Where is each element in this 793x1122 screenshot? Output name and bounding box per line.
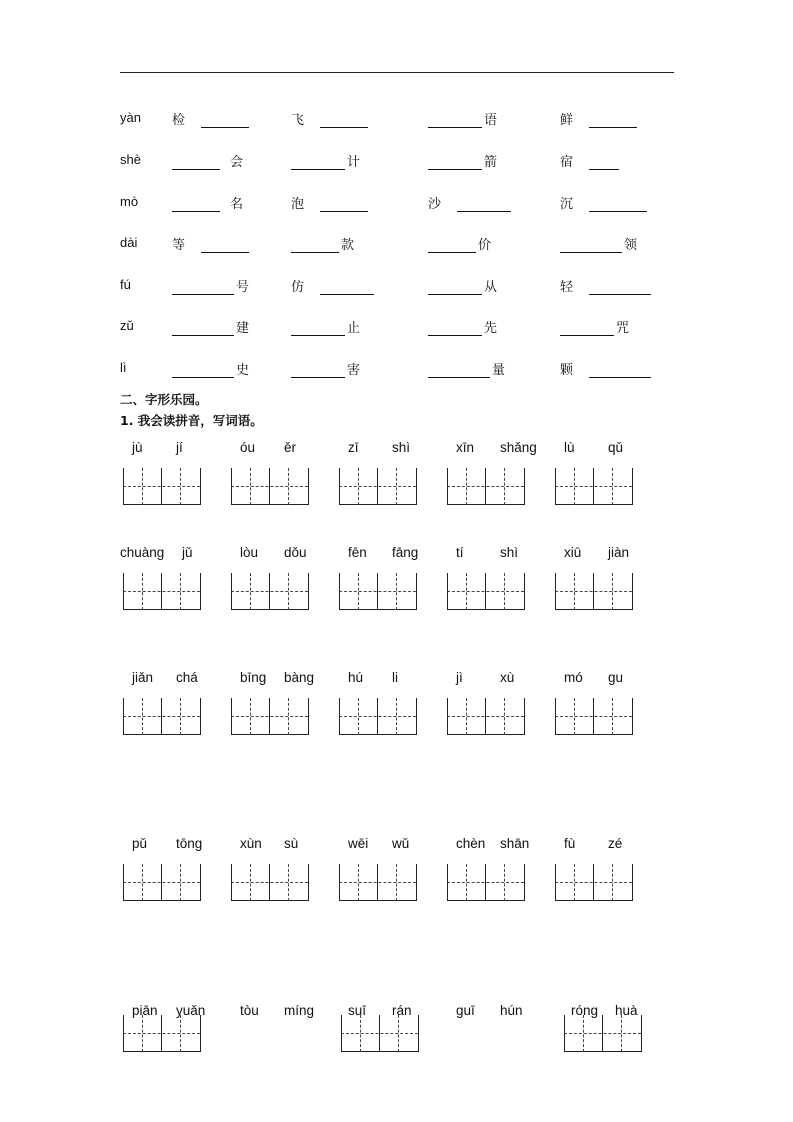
writing-box[interactable] bbox=[447, 864, 524, 901]
writing-box[interactable] bbox=[555, 468, 632, 505]
answer-blank[interactable] bbox=[560, 238, 622, 253]
fill-row bbox=[0, 110, 793, 130]
fill-item bbox=[172, 318, 249, 336]
word-suffix: 领 bbox=[624, 238, 638, 253]
word-prefix: 沙 bbox=[428, 197, 442, 212]
pinyin-syllable: piān bbox=[132, 1003, 158, 1018]
pinyin-syllable: bīng bbox=[240, 670, 267, 685]
pinyin-syllable: shǎng bbox=[500, 440, 537, 455]
pinyin-syllable: bàng bbox=[284, 670, 315, 685]
pinyin-syllable: dǒu bbox=[284, 545, 307, 560]
fill-item bbox=[172, 360, 249, 378]
word-prefix: 仿 bbox=[291, 280, 305, 295]
answer-blank[interactable] bbox=[428, 155, 482, 170]
fill-item bbox=[560, 235, 637, 253]
pinyin-word-group bbox=[336, 545, 436, 625]
writing-box[interactable] bbox=[123, 698, 200, 735]
pinyin-label bbox=[552, 440, 652, 458]
pinyin-label bbox=[228, 440, 328, 458]
answer-blank[interactable] bbox=[589, 197, 647, 212]
pinyin-syllable: gu bbox=[608, 670, 624, 685]
pinyin-word-group bbox=[444, 1003, 544, 1083]
pinyin-syllable: zé bbox=[608, 836, 623, 851]
pinyin-syllable: shān bbox=[500, 836, 530, 851]
pinyin-word-group bbox=[336, 440, 436, 520]
fill-item bbox=[560, 277, 651, 295]
row-pinyin: lì bbox=[120, 360, 127, 375]
answer-blank[interactable] bbox=[589, 280, 651, 295]
pinyin-syllable: xīn bbox=[456, 440, 475, 455]
writing-box[interactable] bbox=[123, 468, 200, 505]
row-pinyin: zǔ bbox=[120, 318, 134, 333]
fill-item bbox=[291, 110, 368, 128]
pinyin-word-group bbox=[228, 670, 328, 750]
word-suffix: 建 bbox=[236, 321, 250, 336]
writing-box[interactable] bbox=[339, 573, 416, 610]
answer-blank[interactable] bbox=[589, 155, 619, 170]
pinyin-syllable: li bbox=[392, 670, 398, 685]
pinyin-syllable: fù bbox=[564, 836, 576, 851]
word-prefix: 等 bbox=[172, 238, 186, 253]
pinyin-syllable: jí bbox=[176, 440, 183, 455]
pinyin-syllable: huà bbox=[615, 1003, 638, 1018]
writing-box[interactable] bbox=[339, 698, 416, 735]
pinyin-syllable: chèn bbox=[456, 836, 486, 851]
word-prefix: 检 bbox=[172, 113, 186, 128]
pinyin-syllable: suī bbox=[348, 1003, 367, 1018]
pinyin-syllable: tōng bbox=[176, 836, 203, 851]
pinyin-word-group bbox=[120, 836, 220, 916]
answer-blank[interactable] bbox=[320, 197, 368, 212]
fill-item bbox=[172, 277, 249, 295]
pinyin-syllable: chuàng bbox=[120, 545, 165, 560]
writing-box[interactable] bbox=[447, 698, 524, 735]
fill-row bbox=[0, 194, 793, 214]
pinyin-syllable: yuǎn bbox=[176, 1003, 206, 1018]
pinyin-syllable: hún bbox=[500, 1003, 523, 1018]
pinyin-label bbox=[444, 836, 544, 854]
pinyin-word-group bbox=[444, 440, 544, 520]
pinyin-syllable: jì bbox=[456, 670, 463, 685]
fill-row bbox=[0, 235, 793, 255]
pinyin-syllable: míng bbox=[284, 1003, 315, 1018]
pinyin-syllable: shì bbox=[392, 440, 411, 455]
pinyin-syllable: chá bbox=[176, 670, 198, 685]
pinyin-label bbox=[228, 836, 328, 854]
word-suffix: 会 bbox=[230, 155, 244, 170]
fill-item bbox=[560, 360, 651, 378]
pinyin-word-group bbox=[444, 670, 544, 750]
word-prefix: 鲜 bbox=[560, 113, 574, 128]
word-suffix: 款 bbox=[341, 238, 355, 253]
pinyin-syllable: lòu bbox=[240, 545, 259, 560]
pinyin-label bbox=[336, 836, 436, 854]
answer-blank[interactable] bbox=[291, 238, 339, 253]
pinyin-word-group bbox=[120, 545, 220, 625]
fill-row bbox=[0, 152, 793, 172]
pinyin-syllable: shì bbox=[500, 545, 519, 560]
word-suffix: 害 bbox=[347, 363, 361, 378]
pinyin-syllable: ěr bbox=[284, 440, 297, 455]
word-prefix: 泡 bbox=[291, 197, 305, 212]
answer-blank[interactable] bbox=[589, 113, 637, 128]
pinyin-label bbox=[552, 836, 652, 854]
pinyin-syllable: wǔ bbox=[392, 836, 410, 851]
writing-box[interactable] bbox=[231, 468, 308, 505]
writing-box[interactable] bbox=[447, 468, 524, 505]
answer-blank[interactable] bbox=[201, 238, 249, 253]
pinyin-syllable: wēi bbox=[348, 836, 369, 851]
pinyin-syllable: jiǎn bbox=[132, 670, 154, 685]
fill-item bbox=[291, 360, 360, 378]
pinyin-label bbox=[552, 545, 652, 563]
word-prefix: 颗 bbox=[560, 363, 574, 378]
fill-item bbox=[560, 152, 619, 170]
writing-box[interactable] bbox=[564, 1015, 641, 1052]
fill-item bbox=[291, 318, 360, 336]
pinyin-syllable: tòu bbox=[240, 1003, 259, 1018]
fill-item bbox=[560, 194, 647, 212]
writing-box[interactable] bbox=[341, 1015, 418, 1052]
pinyin-syllable: róng bbox=[571, 1003, 599, 1018]
row-pinyin: fú bbox=[120, 277, 131, 292]
writing-box[interactable] bbox=[231, 573, 308, 610]
fill-item bbox=[428, 277, 497, 295]
pinyin-syllable: óu bbox=[240, 440, 256, 455]
pinyin-label bbox=[120, 545, 220, 563]
pinyin-syllable: sù bbox=[284, 836, 299, 851]
fill-item bbox=[428, 110, 497, 128]
fill-item bbox=[560, 110, 637, 128]
pinyin-word-group bbox=[228, 545, 328, 625]
answer-blank[interactable] bbox=[172, 197, 220, 212]
word-suffix: 从 bbox=[484, 280, 498, 295]
pinyin-word-group bbox=[559, 1003, 659, 1083]
word-suffix: 语 bbox=[484, 113, 498, 128]
pinyin-label bbox=[228, 670, 328, 688]
fill-item bbox=[172, 235, 249, 253]
pinyin-syllable: jù bbox=[132, 440, 143, 455]
answer-blank[interactable] bbox=[291, 363, 345, 378]
pinyin-word-group bbox=[120, 440, 220, 520]
row-pinyin: shè bbox=[120, 152, 141, 167]
answer-blank[interactable] bbox=[172, 280, 234, 295]
answer-blank[interactable] bbox=[201, 113, 249, 128]
pinyin-syllable: jǔ bbox=[182, 545, 193, 560]
word-suffix: 号 bbox=[236, 280, 250, 295]
pinyin-word-group bbox=[552, 670, 652, 750]
pinyin-label bbox=[120, 440, 220, 458]
answer-blank[interactable] bbox=[320, 280, 374, 295]
fill-item bbox=[172, 110, 249, 128]
writing-box[interactable] bbox=[123, 1015, 200, 1052]
pinyin-syllable: hú bbox=[348, 670, 364, 685]
pinyin-syllable: lù bbox=[564, 440, 575, 455]
answer-blank[interactable] bbox=[589, 363, 651, 378]
word-suffix: 箭 bbox=[484, 155, 498, 170]
pinyin-syllable: qǔ bbox=[608, 440, 624, 455]
answer-blank[interactable] bbox=[560, 321, 614, 336]
answer-blank[interactable] bbox=[172, 155, 220, 170]
pinyin-label bbox=[336, 670, 436, 688]
pinyin-label bbox=[444, 1003, 544, 1021]
pinyin-label bbox=[336, 440, 436, 458]
word-suffix: 量 bbox=[492, 363, 506, 378]
answer-blank[interactable] bbox=[428, 363, 490, 378]
section-subtitle: 1. 我会读拼音，写词语。 bbox=[120, 413, 263, 428]
pinyin-label bbox=[336, 545, 436, 563]
answer-blank[interactable] bbox=[291, 321, 345, 336]
answer-blank[interactable] bbox=[428, 321, 482, 336]
pinyin-syllable: xiū bbox=[564, 545, 582, 560]
fill-item bbox=[428, 235, 491, 253]
writing-box[interactable] bbox=[231, 698, 308, 735]
fill-row bbox=[0, 277, 793, 297]
word-suffix: 先 bbox=[484, 321, 498, 336]
fill-item bbox=[291, 277, 374, 295]
answer-blank[interactable] bbox=[172, 363, 234, 378]
fill-item bbox=[428, 194, 511, 212]
fill-item bbox=[291, 194, 368, 212]
pinyin-word-group bbox=[228, 836, 328, 916]
fill-item bbox=[172, 194, 243, 212]
pinyin-syllable: mó bbox=[564, 670, 583, 685]
pinyin-word-group bbox=[120, 670, 220, 750]
word-prefix: 沉 bbox=[560, 197, 574, 212]
pinyin-label bbox=[444, 440, 544, 458]
writing-box[interactable] bbox=[123, 573, 200, 610]
word-suffix: 价 bbox=[478, 238, 492, 253]
writing-box[interactable] bbox=[555, 698, 632, 735]
word-suffix: 止 bbox=[347, 321, 361, 336]
writing-box[interactable] bbox=[339, 468, 416, 505]
pinyin-word-group bbox=[336, 670, 436, 750]
fill-row bbox=[0, 318, 793, 338]
pinyin-word-group bbox=[552, 836, 652, 916]
fill-item bbox=[428, 318, 497, 336]
pinyin-word-group bbox=[552, 440, 652, 520]
pinyin-syllable: guī bbox=[456, 1003, 475, 1018]
pinyin-word-group bbox=[444, 545, 544, 625]
pinyin-syllable: xùn bbox=[240, 836, 262, 851]
fill-item bbox=[291, 152, 360, 170]
word-suffix: 咒 bbox=[616, 321, 630, 336]
word-suffix: 史 bbox=[236, 363, 250, 378]
top-divider bbox=[120, 72, 674, 73]
fill-row bbox=[0, 360, 793, 380]
answer-blank[interactable] bbox=[457, 197, 511, 212]
pinyin-syllable: fāng bbox=[392, 545, 419, 560]
pinyin-syllable: rán bbox=[392, 1003, 412, 1018]
pinyin-syllable: fēn bbox=[348, 545, 367, 560]
pinyin-word-group bbox=[228, 1003, 328, 1083]
section-title: 二、字形乐园。 bbox=[120, 392, 208, 407]
writing-box[interactable] bbox=[123, 864, 200, 901]
pinyin-word-group bbox=[444, 836, 544, 916]
answer-blank[interactable] bbox=[428, 238, 476, 253]
pinyin-word-group bbox=[120, 1003, 220, 1083]
writing-box[interactable] bbox=[555, 573, 632, 610]
word-prefix: 轻 bbox=[560, 280, 574, 295]
pinyin-syllable: tí bbox=[456, 545, 464, 560]
pinyin-syllable: jiàn bbox=[608, 545, 630, 560]
pinyin-syllable: pǔ bbox=[132, 836, 148, 851]
pinyin-label bbox=[228, 545, 328, 563]
fill-item bbox=[291, 235, 354, 253]
writing-box[interactable] bbox=[231, 864, 308, 901]
pinyin-syllable: zī bbox=[348, 440, 359, 455]
writing-box[interactable] bbox=[339, 864, 416, 901]
word-suffix: 名 bbox=[230, 197, 244, 212]
answer-blank[interactable] bbox=[320, 113, 368, 128]
pinyin-label bbox=[552, 670, 652, 688]
writing-box[interactable] bbox=[447, 573, 524, 610]
word-prefix: 宿 bbox=[560, 155, 574, 170]
row-pinyin: mò bbox=[120, 194, 139, 209]
answer-blank[interactable] bbox=[172, 321, 234, 336]
row-pinyin: dài bbox=[120, 235, 138, 250]
pinyin-label bbox=[120, 670, 220, 688]
fill-item bbox=[428, 360, 505, 378]
pinyin-label bbox=[444, 545, 544, 563]
pinyin-word-group bbox=[552, 545, 652, 625]
pinyin-word-group bbox=[336, 836, 436, 916]
fill-item bbox=[172, 152, 243, 170]
row-pinyin: yàn bbox=[120, 110, 141, 125]
word-suffix: 计 bbox=[347, 155, 361, 170]
pinyin-label bbox=[120, 836, 220, 854]
pinyin-label bbox=[444, 670, 544, 688]
pinyin-label bbox=[228, 1003, 328, 1021]
answer-blank[interactable] bbox=[428, 280, 482, 295]
answer-blank[interactable] bbox=[291, 155, 345, 170]
pinyin-syllable: xù bbox=[500, 670, 515, 685]
writing-box[interactable] bbox=[555, 864, 632, 901]
answer-blank[interactable] bbox=[428, 113, 482, 128]
fill-item bbox=[560, 318, 629, 336]
pinyin-word-group bbox=[228, 440, 328, 520]
word-prefix: 飞 bbox=[291, 113, 305, 128]
pinyin-word-group bbox=[336, 1003, 436, 1083]
fill-item bbox=[428, 152, 497, 170]
